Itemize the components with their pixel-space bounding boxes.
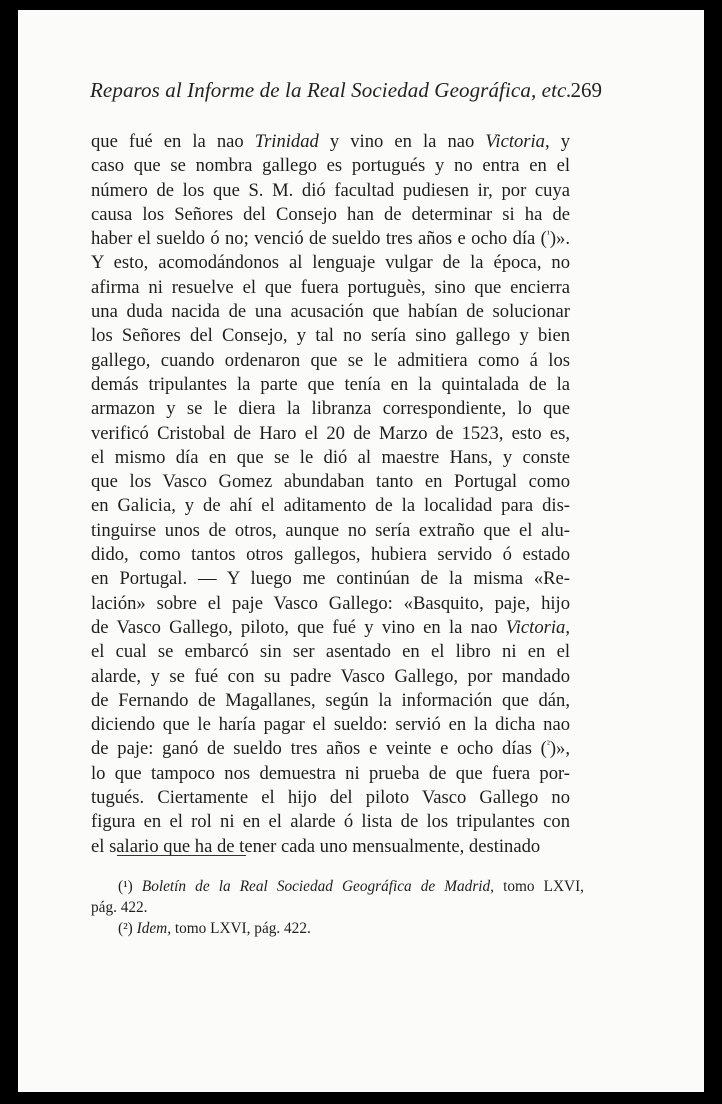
text-line: verificó Cristobal de Haro el 20 de Marzo de 1523, esto es, [91, 422, 570, 444]
text-line: tugués. Ciertamente el hijo del piloto Vasco Gallego no [91, 787, 570, 809]
running-header [90, 78, 602, 108]
footnote-1-title: Boletín de la Real Sociedad Geográfica de Madrid, [141, 878, 494, 895]
text-line: una duda nacida de una acusación que habían de solucionar [91, 301, 570, 323]
text-line: en Galicia, y de ahí el aditamento de la localidad para dis- [91, 495, 570, 517]
text-line: el cual se embarcó sin ser asentado en el libro ni en el [91, 641, 570, 663]
footnotes [91, 876, 584, 939]
running-title: Reparos al Informe de la Real Sociedad Geográfica, etc. [90, 78, 572, 102]
text-line: que los Vasco Gomez abundaban tanto en Portugal como [91, 471, 570, 493]
footnote-2-marker: (²) [118, 920, 133, 937]
text-line: alarde, y se fué con su padre Vasco Gallego, por mandado [91, 665, 570, 687]
text-line: gallego, cuando ordenaron que se le admitiera como á los [91, 349, 570, 371]
footnote-1-marker: (¹) [118, 878, 133, 895]
footnote-1-continuation: pág. 422. [91, 899, 148, 916]
text-line: caso que se nombra gallego es portugués y no entra en el [91, 155, 570, 177]
text-line: los Señores del Consejo, y tal no sería sino gallego y bien [91, 325, 570, 347]
text-line: dido, como tantos otros gallegos, hubiera servido ó estado [91, 544, 570, 566]
footnote-2-ref: tomo LXVI, pág. 422. [174, 920, 311, 937]
text-line: demás tripulantes la parte que tenía en la quintalada de la [91, 373, 570, 395]
footnote-1-ref: tomo LXVI, [503, 878, 585, 895]
text-line: lo que tampoco nos demuestra ni prueba de que fuera por- [91, 762, 570, 784]
text-line: número de los que S. M. dió facultad pudiesen ir, por cuya [91, 179, 570, 201]
text-line: causa los Señores del Consejo han de determinar si ha de [91, 203, 570, 225]
text-line: de Vasco Gallego, piloto, que fué y vino en la nao Victoria, [91, 616, 570, 638]
text-line: diciendo que le haría pagar el sueldo: servió en la dicha nao [91, 714, 570, 736]
text-line: el mismo día en que se le dió al maestre Hans, y conste [91, 446, 570, 468]
body-text [91, 130, 570, 859]
text-line: figura en el rol ni en el alarde ó lista de los tripulantes con [91, 811, 570, 833]
text-line: Y esto, acomodándonos al lenguaje vulgar de la época, no [91, 252, 570, 274]
footnote-2-title: Idem, [136, 920, 172, 937]
text-line: tinguirse unos de otros, aunque no sería extraño que el alu- [91, 519, 570, 541]
book-page [18, 10, 704, 1092]
footnote-2 [91, 918, 584, 939]
text-line: de paje: ganó de sueldo tres años e veinte e ocho días ($^{^2}$)», [91, 738, 570, 760]
text-line: en Portugal. — Y luego me continúan de la misma «Re- [91, 568, 570, 590]
text-line: lación» sobre el paje Vasco Gallego: «Basquito, paje, hijo [91, 592, 570, 614]
text-line: de Fernando de Magallanes, según la información que dán, [91, 689, 570, 711]
text-line: haber el sueldo ó no; venció de sueldo tres años e ocho día ($^{^1}$)». [91, 228, 570, 250]
text-line: el salario que ha de tener cada uno mensualmente, destinado [91, 835, 541, 857]
text-line: armazon y se le diera la libranza correspondiente, lo que [91, 398, 570, 420]
page-number: 269 [570, 78, 602, 102]
text-line: afirma ni resuelve el que fuera portuguès, sino que encierra [91, 276, 570, 298]
footnote-rule [117, 855, 246, 856]
text-line: que fué en la nao Trinidad y vino en la nao Victoria, y [91, 131, 570, 152]
footnote-1 [91, 876, 584, 897]
